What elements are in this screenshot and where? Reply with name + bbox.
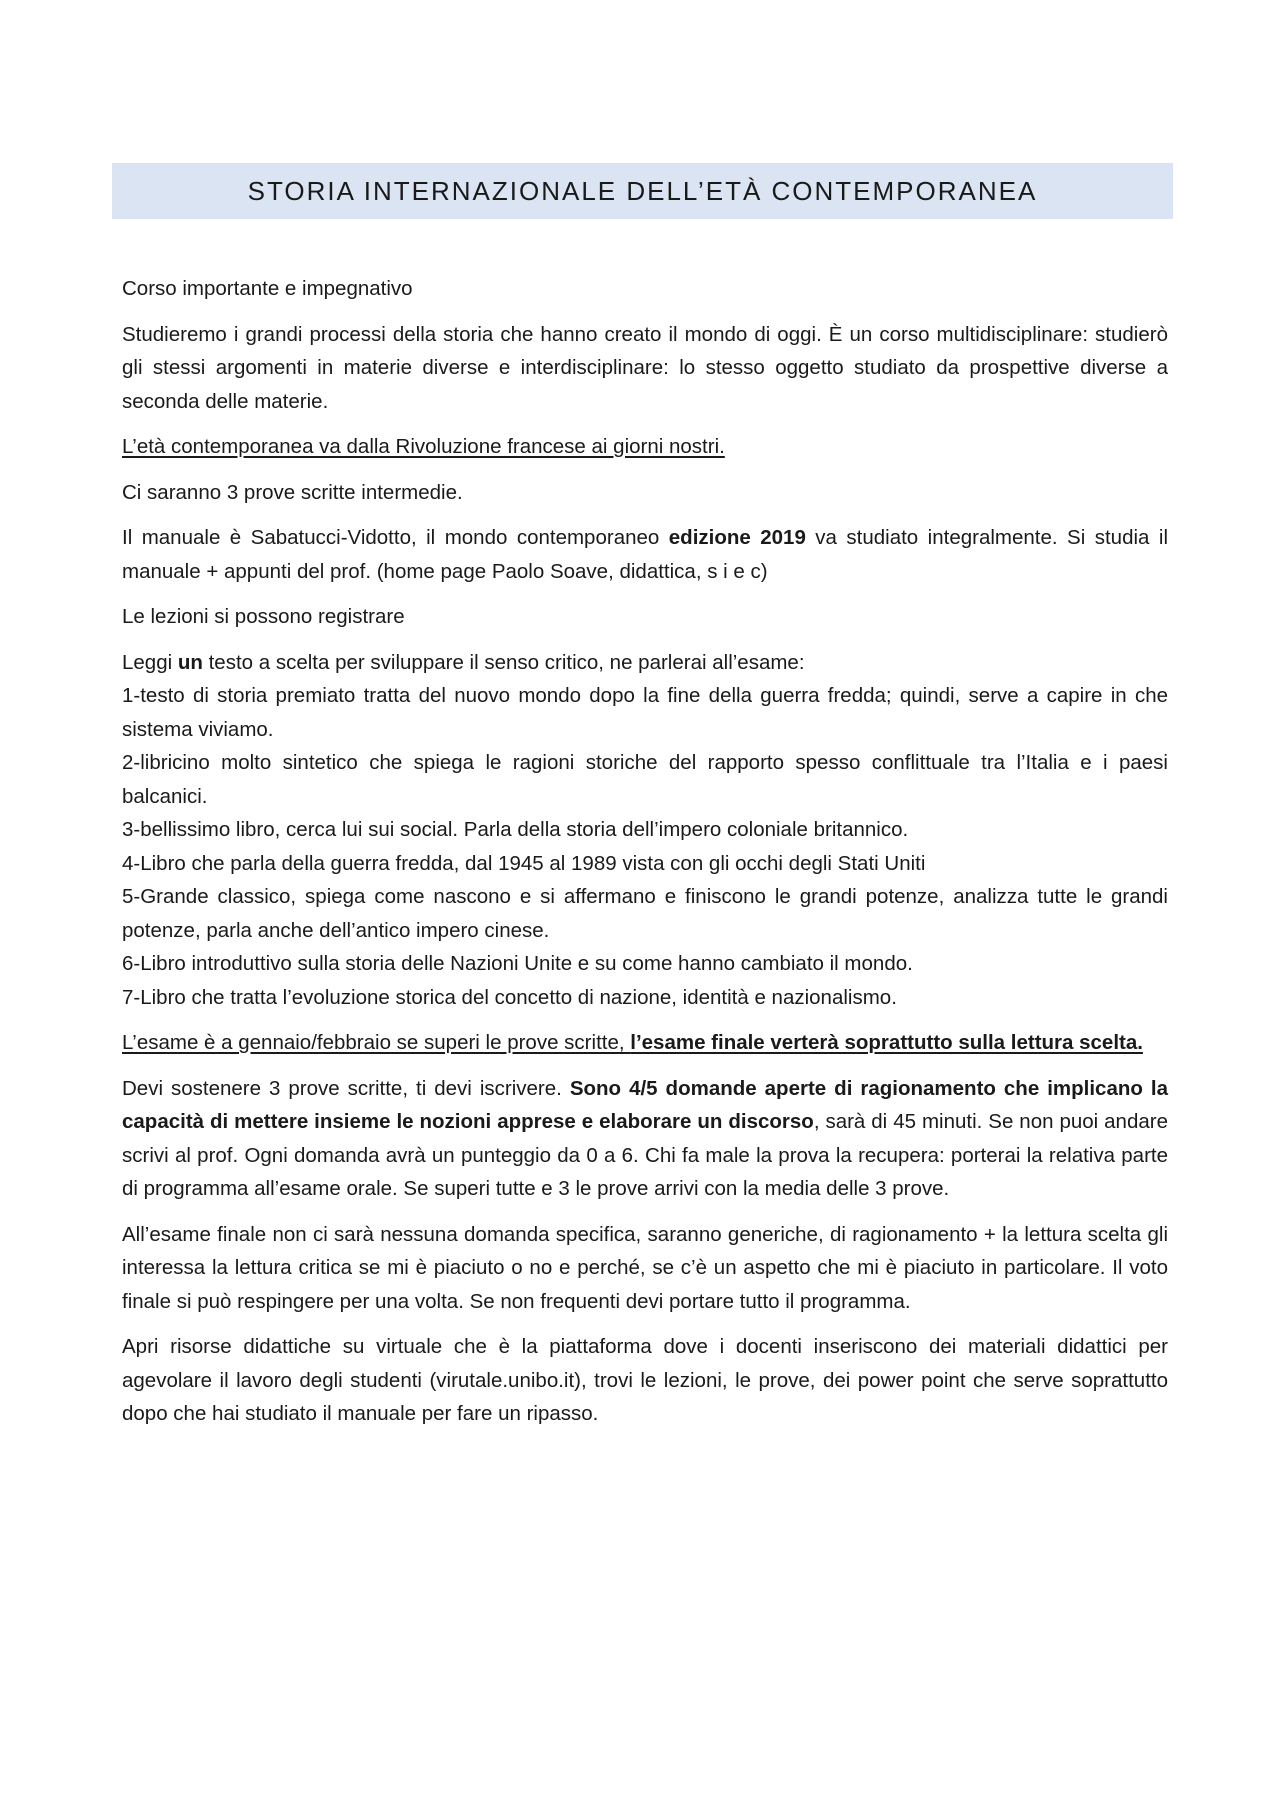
- reading-intro-a: Leggi: [122, 650, 178, 674]
- reading-intro-c: testo a scelta per sviluppare il senso critico, ne parlerai all’esame:: [202, 650, 805, 674]
- written-tests-bold: Sono 4/5 domande aperte di ragionamento che implicano la capacità di mettere insieme le nozioni apprese e elaborare un discorso: [122, 1076, 1168, 1133]
- list-item: 7-Libro che tratta l’evoluzione storica del concetto di nazione, identità e nazionalismo.: [122, 985, 897, 1009]
- paragraph-resources: Apri risorse didattiche su virtuale che è la piattaforma dove i docenti inseriscono dei materiali didattici per agevolare il lavoro degli studenti (virutale.unibo.it), trovi le lezioni, le prove, dei power point che serve soprattutto dopo che hai studiato il manuale per fare un ripasso.: [122, 1335, 1168, 1425]
- paragraph-recording: Le lezioni si possono registrare: [122, 605, 405, 628]
- paragraph-course-description: Studieremo i grandi processi della storia che hanno creato il mondo di oggi. È un corso multidisciplinare: studierò gli stessi argomenti in materie diverse e interdisciplinare: lo stesso oggetto studiato da prospettive diverse a seconda delle materie.: [122, 322, 1168, 413]
- paragraph-intro: Corso importante e impegnativo: [122, 277, 413, 300]
- exam-dates-bold: l’esame finale verterà soprattutto sulla lettura scelta.: [630, 1031, 1143, 1054]
- underlined-period-text: L’età contemporanea va dalla Rivoluzione francese ai giorni nostri.: [122, 435, 725, 458]
- list-item: 3-bellissimo libro, cerca lui sui social. Parla della storia dell’impero coloniale britannico.: [122, 818, 909, 841]
- list-item: 6-Libro introduttivo sulla storia delle Nazioni Unite e su come hanno cambiato il mondo.: [122, 952, 913, 975]
- page-title: STORIA INTERNAZIONALE DELL’ETÀ CONTEMPORANEA: [247, 175, 1038, 206]
- written-tests-a: Devi sostenere 3 prove scritte, ti devi iscrivere.: [122, 1076, 570, 1100]
- title-band: [112, 163, 1173, 219]
- manual-text-c: va studiato integralmente. Si studia il manuale + appunti del prof. (home page Paolo Soave, didattica, s i e c): [122, 526, 1168, 583]
- list-item: 4-Libro che parla della guerra fredda, dal 1945 al 1989 vista con gli occhi degli Stati Uniti: [122, 851, 926, 875]
- written-tests-c: , sarà di 45 minuti. Se non puoi andare scrivi al prof. Ogni domanda avrà un punteggio da 0 a 6. Chi fa male la prova la recupera: porterai la relativa parte di programma all’esame orale. Se superi tutte e 3 le prove arrivi con la media delle 3 prove.: [122, 1110, 1168, 1200]
- paragraph-manual: [122, 521, 1168, 588]
- exam-dates-text: L’esame è a gennaio/febbraio se superi le prove scritte,: [122, 1031, 631, 1054]
- paragraph-tests: Ci saranno 3 prove scritte intermedie.: [122, 480, 463, 504]
- paragraph-period: [122, 430, 1168, 464]
- manual-edition-bold: edizione 2019: [668, 526, 806, 549]
- list-item: 2-libricino molto sintetico che spiega le ragioni storiche del rapporto spesso conflittuale tra l’Italia e i paesi balcanici.: [122, 751, 1168, 808]
- reading-intro-bold: un: [177, 650, 203, 674]
- paragraph-exam-dates: [122, 1026, 1168, 1060]
- reading-list: [122, 646, 1168, 1015]
- paragraph-final-exam: All’esame finale non ci sarà nessuna domanda specifica, saranno generiche, di ragionamento + la lettura scelta gli interessa la lettura critica se mi è piaciuto o no e perché, se c’è un aspetto che mi è piaciuto in particolare. Il voto finale si può respingere per una volta. Se non frequenti devi portare tutto il programma.: [122, 1222, 1168, 1313]
- paragraph-written-tests: [122, 1072, 1168, 1206]
- list-item: 5-Grande classico, spiega come nascono e si affermano e finiscono le grandi potenze, analizza tutte le grandi potenze, parla anche dell’antico impero cinese.: [122, 885, 1168, 942]
- list-item: 1-testo di storia premiato tratta del nuovo mondo dopo la fine della guerra fredda; quindi, serve a capire in che sistema viviamo.: [122, 684, 1168, 741]
- reading-intro: [122, 646, 1168, 680]
- manual-text-a: Il manuale è Sabatucci-Vidotto, il mondo contemporaneo: [122, 526, 669, 549]
- document-body: [122, 272, 1168, 1443]
